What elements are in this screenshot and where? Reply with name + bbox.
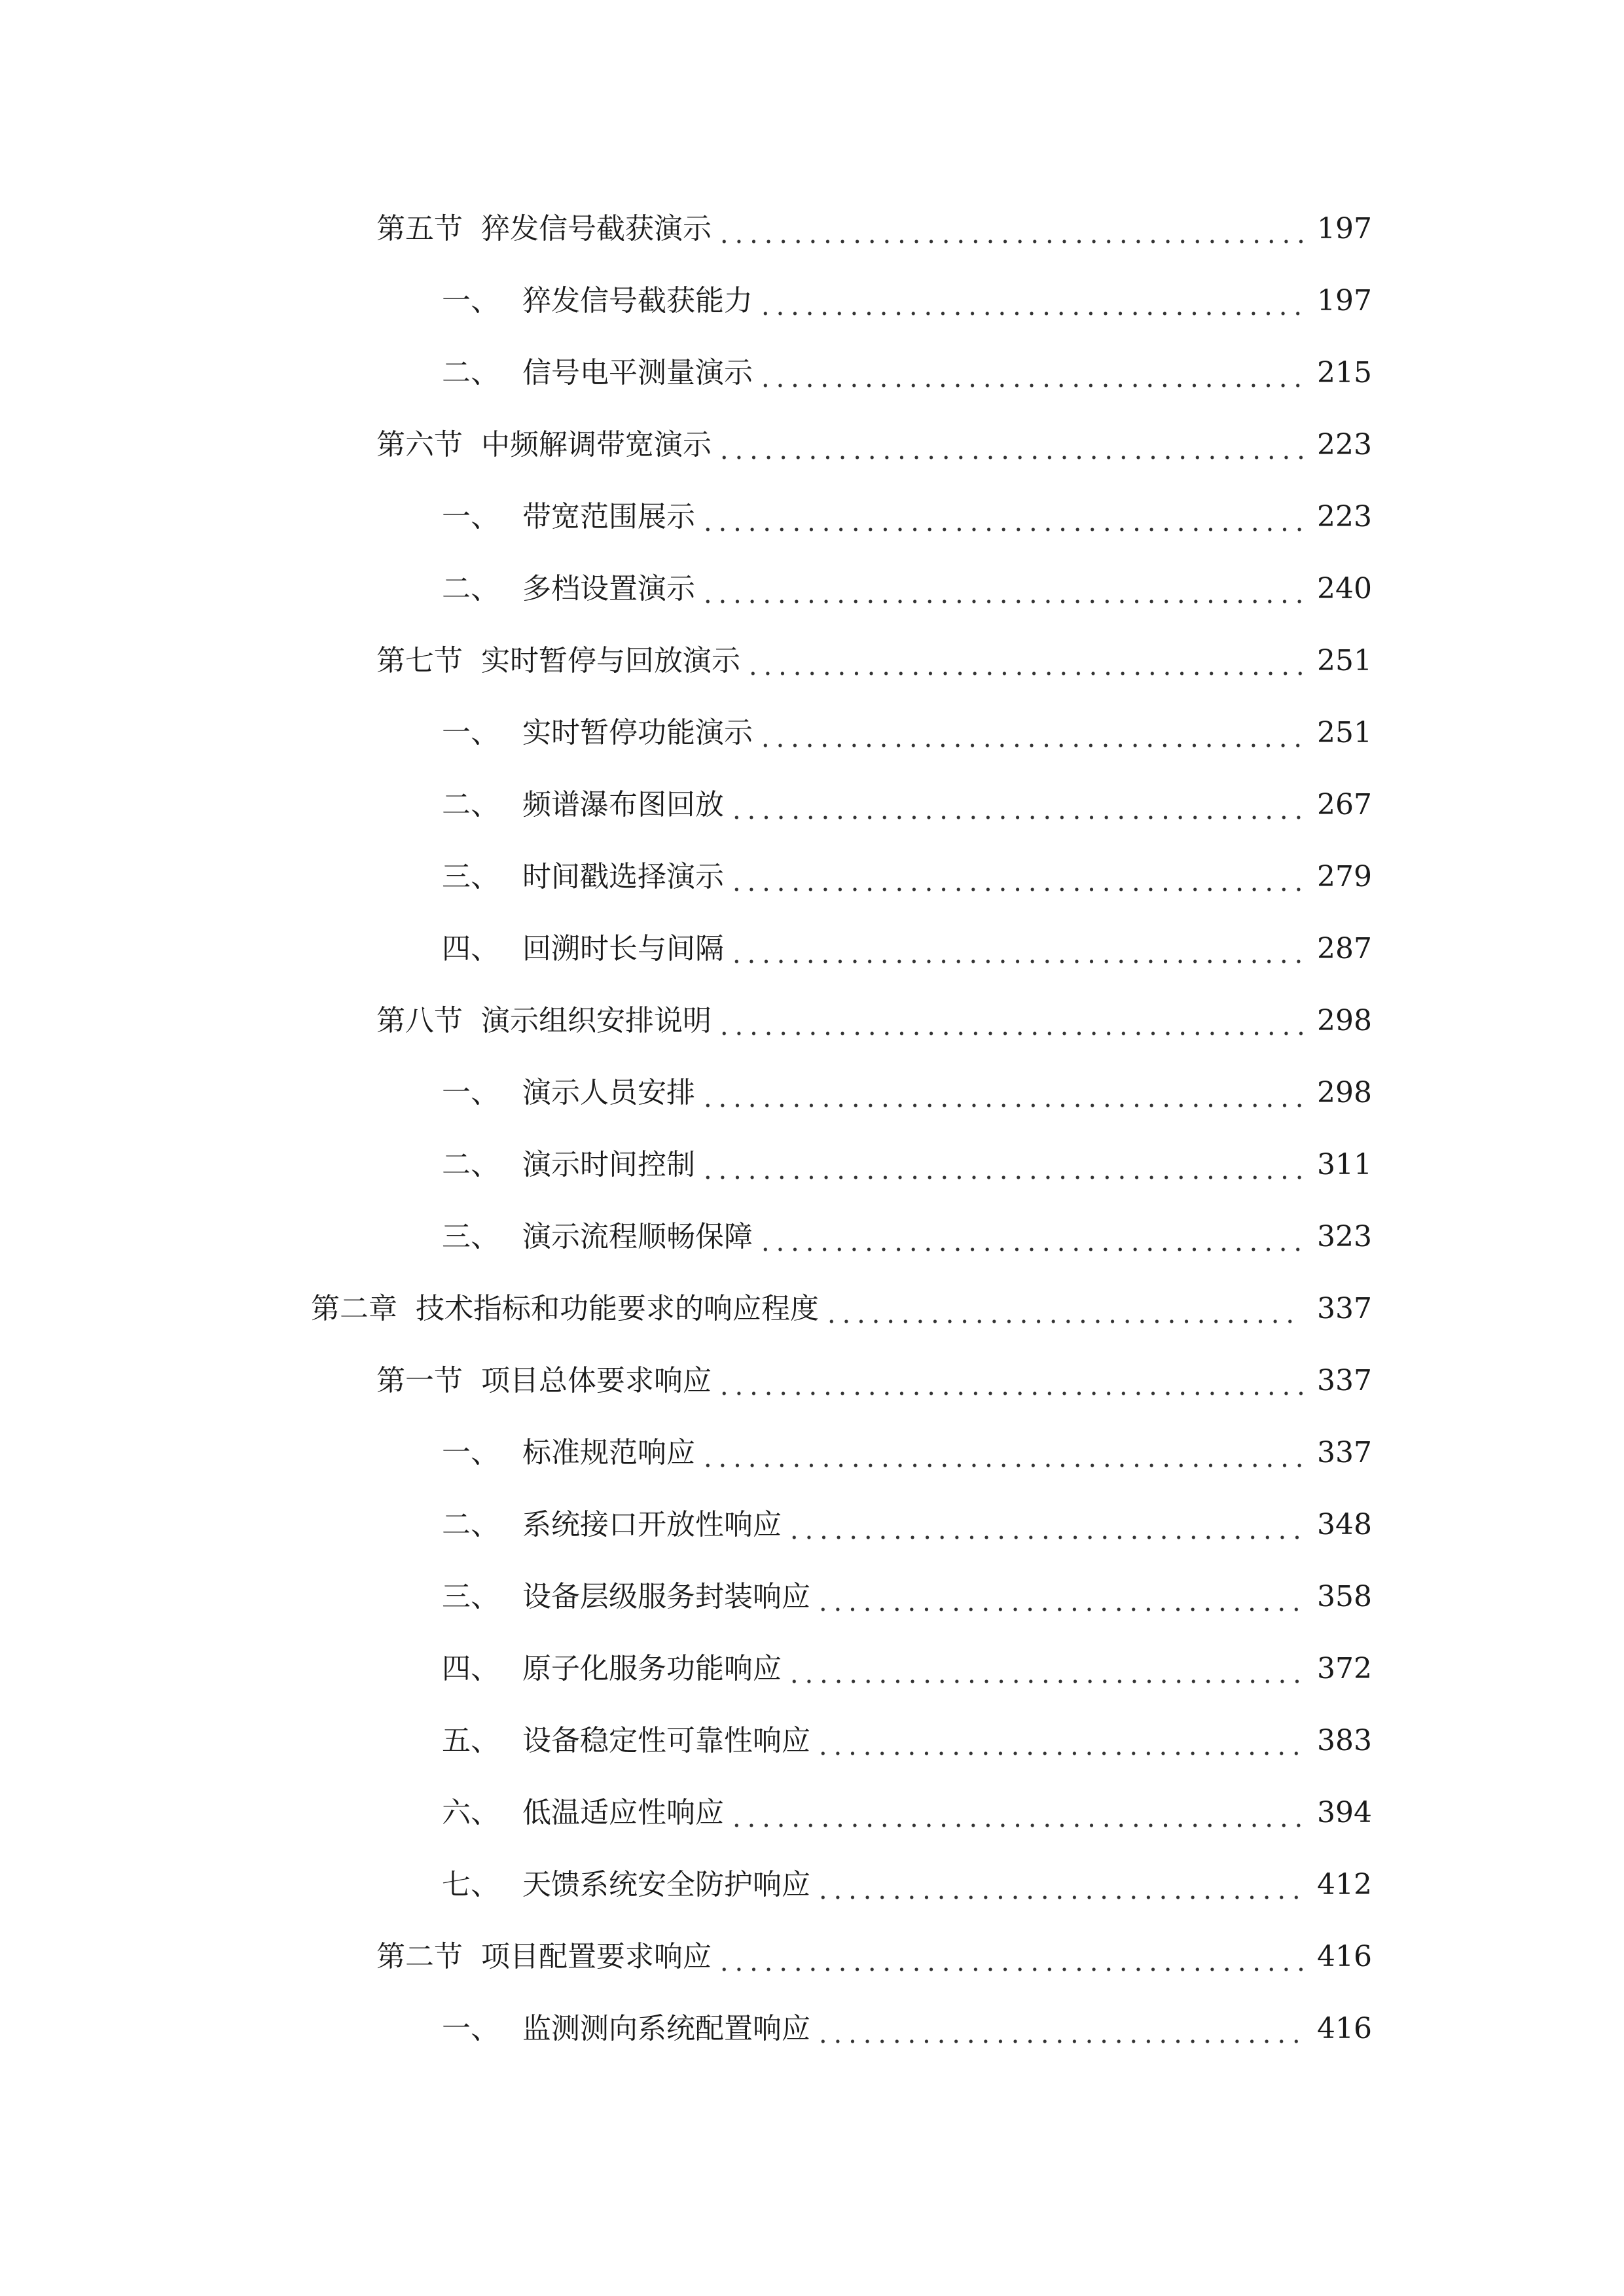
entry-number: 二、 bbox=[442, 356, 499, 389]
dot-leader bbox=[700, 503, 1303, 531]
entry-title: 猝发信号截获能力 bbox=[522, 284, 753, 317]
entry-title: 演示时间控制 bbox=[522, 1148, 695, 1181]
entry-page-number: 197 bbox=[1317, 284, 1372, 317]
entry-page-number: 358 bbox=[1317, 1580, 1372, 1613]
toc-entry-subsection[interactable] bbox=[442, 1715, 1372, 1767]
dot-leader bbox=[700, 1151, 1303, 1179]
dot-leader bbox=[746, 647, 1303, 675]
dot-leader bbox=[700, 575, 1303, 603]
toc-entry-section[interactable] bbox=[376, 635, 1372, 687]
entry-number: 第五节 bbox=[376, 212, 463, 245]
toc-entry-subsection[interactable] bbox=[442, 1067, 1372, 1119]
dot-leader bbox=[717, 215, 1303, 243]
entry-title: 信号电平测量演示 bbox=[522, 356, 753, 389]
entry-number: 一、 bbox=[442, 2012, 499, 2045]
entry-title: 演示人员安排 bbox=[522, 1076, 695, 1109]
dot-leader bbox=[758, 1223, 1303, 1251]
entry-title: 演示组织安排说明 bbox=[481, 1004, 712, 1037]
toc-entry-subsection[interactable] bbox=[442, 1571, 1372, 1623]
dot-leader bbox=[816, 2015, 1303, 2043]
entry-number: 三、 bbox=[442, 860, 499, 893]
dot-leader bbox=[824, 1295, 1303, 1323]
entry-title: 频谱瀑布图回放 bbox=[522, 788, 724, 821]
toc-entry-subsection[interactable] bbox=[442, 1211, 1372, 1263]
toc-entry-subsection[interactable] bbox=[442, 2003, 1372, 2055]
entry-page-number: 215 bbox=[1317, 356, 1372, 389]
dot-leader bbox=[816, 1871, 1303, 1899]
entry-page-number: 298 bbox=[1317, 1004, 1372, 1037]
entry-title: 猝发信号截获演示 bbox=[481, 212, 712, 245]
entry-page-number: 251 bbox=[1317, 644, 1372, 677]
entry-title: 实时暂停功能演示 bbox=[522, 716, 753, 749]
entry-number: 二、 bbox=[442, 1148, 499, 1181]
entry-number: 一、 bbox=[442, 1076, 499, 1109]
entry-page-number: 267 bbox=[1317, 788, 1372, 821]
entry-number: 四、 bbox=[442, 1652, 499, 1685]
dot-leader bbox=[729, 935, 1303, 963]
toc-entry-section[interactable] bbox=[376, 995, 1372, 1047]
dot-leader bbox=[758, 287, 1303, 315]
entry-number: 三、 bbox=[442, 1220, 499, 1253]
dot-leader bbox=[758, 719, 1303, 747]
entry-number: 一、 bbox=[442, 284, 499, 317]
entry-title: 低温适应性响应 bbox=[522, 1796, 724, 1829]
dot-leader bbox=[758, 359, 1303, 387]
dot-leader bbox=[700, 1439, 1303, 1467]
toc-entry-subsection[interactable] bbox=[442, 1859, 1372, 1911]
entry-page-number: 223 bbox=[1317, 428, 1372, 461]
entry-number: 一、 bbox=[442, 1436, 499, 1469]
entry-title: 演示流程顺畅保障 bbox=[522, 1220, 753, 1253]
dot-leader bbox=[717, 1007, 1303, 1035]
entry-number: 第一节 bbox=[376, 1364, 463, 1397]
dot-leader bbox=[729, 1799, 1303, 1827]
toc-entry-subsection[interactable] bbox=[442, 563, 1372, 615]
entry-number: 六、 bbox=[442, 1796, 499, 1829]
dot-leader bbox=[787, 1511, 1303, 1539]
entry-page-number: 298 bbox=[1317, 1076, 1372, 1109]
entry-number: 第六节 bbox=[376, 428, 463, 461]
entry-title: 原子化服务功能响应 bbox=[522, 1652, 782, 1685]
entry-title: 带宽范围展示 bbox=[522, 500, 695, 533]
entry-page-number: 348 bbox=[1317, 1508, 1372, 1541]
entry-page-number: 383 bbox=[1317, 1724, 1372, 1757]
entry-page-number: 251 bbox=[1317, 716, 1372, 749]
entry-page-number: 337 bbox=[1317, 1436, 1372, 1469]
entry-number: 四、 bbox=[442, 932, 499, 965]
entry-number: 第二节 bbox=[376, 1940, 463, 1973]
entry-page-number: 372 bbox=[1317, 1652, 1372, 1685]
dot-leader bbox=[717, 1943, 1303, 1971]
entry-title: 设备稳定性可靠性响应 bbox=[522, 1724, 810, 1757]
entry-number: 二、 bbox=[442, 572, 499, 605]
dot-leader bbox=[729, 863, 1303, 891]
entry-number: 七、 bbox=[442, 1868, 499, 1901]
toc-entry-subsection[interactable] bbox=[442, 923, 1372, 975]
toc-entry-subsection[interactable] bbox=[442, 1643, 1372, 1695]
entry-page-number: 279 bbox=[1317, 860, 1372, 893]
entry-page-number: 323 bbox=[1317, 1220, 1372, 1253]
entry-title: 天馈系统安全防护响应 bbox=[522, 1868, 810, 1901]
entry-title: 时间戳选择演示 bbox=[522, 860, 724, 893]
entry-page-number: 287 bbox=[1317, 932, 1372, 965]
dot-leader bbox=[816, 1727, 1303, 1755]
toc-entry-subsection[interactable] bbox=[442, 347, 1372, 399]
entry-number: 五、 bbox=[442, 1724, 499, 1757]
entry-title: 监测测向系统配置响应 bbox=[522, 2012, 810, 2045]
entry-title: 中频解调带宽演示 bbox=[481, 428, 712, 461]
dot-leader bbox=[717, 1367, 1303, 1395]
entry-number: 二、 bbox=[442, 1508, 499, 1541]
entry-page-number: 337 bbox=[1317, 1364, 1372, 1397]
entry-number: 一、 bbox=[442, 500, 499, 533]
toc-entry-section[interactable] bbox=[376, 1355, 1372, 1407]
entry-title: 多档设置演示 bbox=[522, 572, 695, 605]
toc-entry-subsection[interactable] bbox=[442, 1499, 1372, 1551]
entry-page-number: 416 bbox=[1317, 1940, 1372, 1973]
entry-title: 项目总体要求响应 bbox=[481, 1364, 712, 1397]
entry-number: 一、 bbox=[442, 716, 499, 749]
entry-page-number: 311 bbox=[1317, 1148, 1372, 1181]
toc-entry-subsection[interactable] bbox=[442, 851, 1372, 903]
entry-page-number: 394 bbox=[1317, 1796, 1372, 1829]
entry-page-number: 223 bbox=[1317, 500, 1372, 533]
entry-title: 项目配置要求响应 bbox=[481, 1940, 712, 1973]
dot-leader bbox=[700, 1079, 1303, 1107]
toc-entry-subsection[interactable] bbox=[442, 491, 1372, 543]
toc-entry-section[interactable] bbox=[376, 419, 1372, 471]
entry-page-number: 416 bbox=[1317, 2012, 1372, 2045]
entry-title: 技术指标和功能要求的响应程度 bbox=[416, 1292, 819, 1325]
toc-entry-section[interactable] bbox=[376, 203, 1372, 255]
dot-leader bbox=[729, 791, 1303, 819]
toc-entry-subsection[interactable] bbox=[442, 707, 1372, 759]
entry-title: 设备层级服务封装响应 bbox=[522, 1580, 810, 1613]
entry-title: 实时暂停与回放演示 bbox=[481, 644, 740, 677]
toc-entry-subsection[interactable] bbox=[442, 275, 1372, 327]
entry-title: 系统接口开放性响应 bbox=[522, 1508, 782, 1541]
toc-entry-subsection[interactable] bbox=[442, 1427, 1372, 1479]
toc-entry-subsection[interactable] bbox=[442, 779, 1372, 831]
dot-leader bbox=[816, 1583, 1303, 1611]
entry-number: 第二章 bbox=[311, 1292, 397, 1325]
entry-number: 三、 bbox=[442, 1580, 499, 1613]
entry-page-number: 412 bbox=[1317, 1868, 1372, 1901]
entry-page-number: 197 bbox=[1317, 212, 1372, 245]
toc-entry-section[interactable] bbox=[376, 1931, 1372, 1983]
entry-page-number: 240 bbox=[1317, 572, 1372, 605]
entry-number: 第七节 bbox=[376, 644, 463, 677]
entry-page-number: 337 bbox=[1317, 1292, 1372, 1325]
entry-number: 第八节 bbox=[376, 1004, 463, 1037]
toc-entry-subsection[interactable] bbox=[442, 1787, 1372, 1839]
entry-title: 标准规范响应 bbox=[522, 1436, 695, 1469]
toc-entry-subsection[interactable] bbox=[442, 1139, 1372, 1191]
toc-entry-chapter[interactable] bbox=[311, 1283, 1372, 1335]
dot-leader bbox=[787, 1655, 1303, 1683]
dot-leader bbox=[717, 431, 1303, 459]
entry-number: 二、 bbox=[442, 788, 499, 821]
entry-title: 回溯时长与间隔 bbox=[522, 932, 724, 965]
